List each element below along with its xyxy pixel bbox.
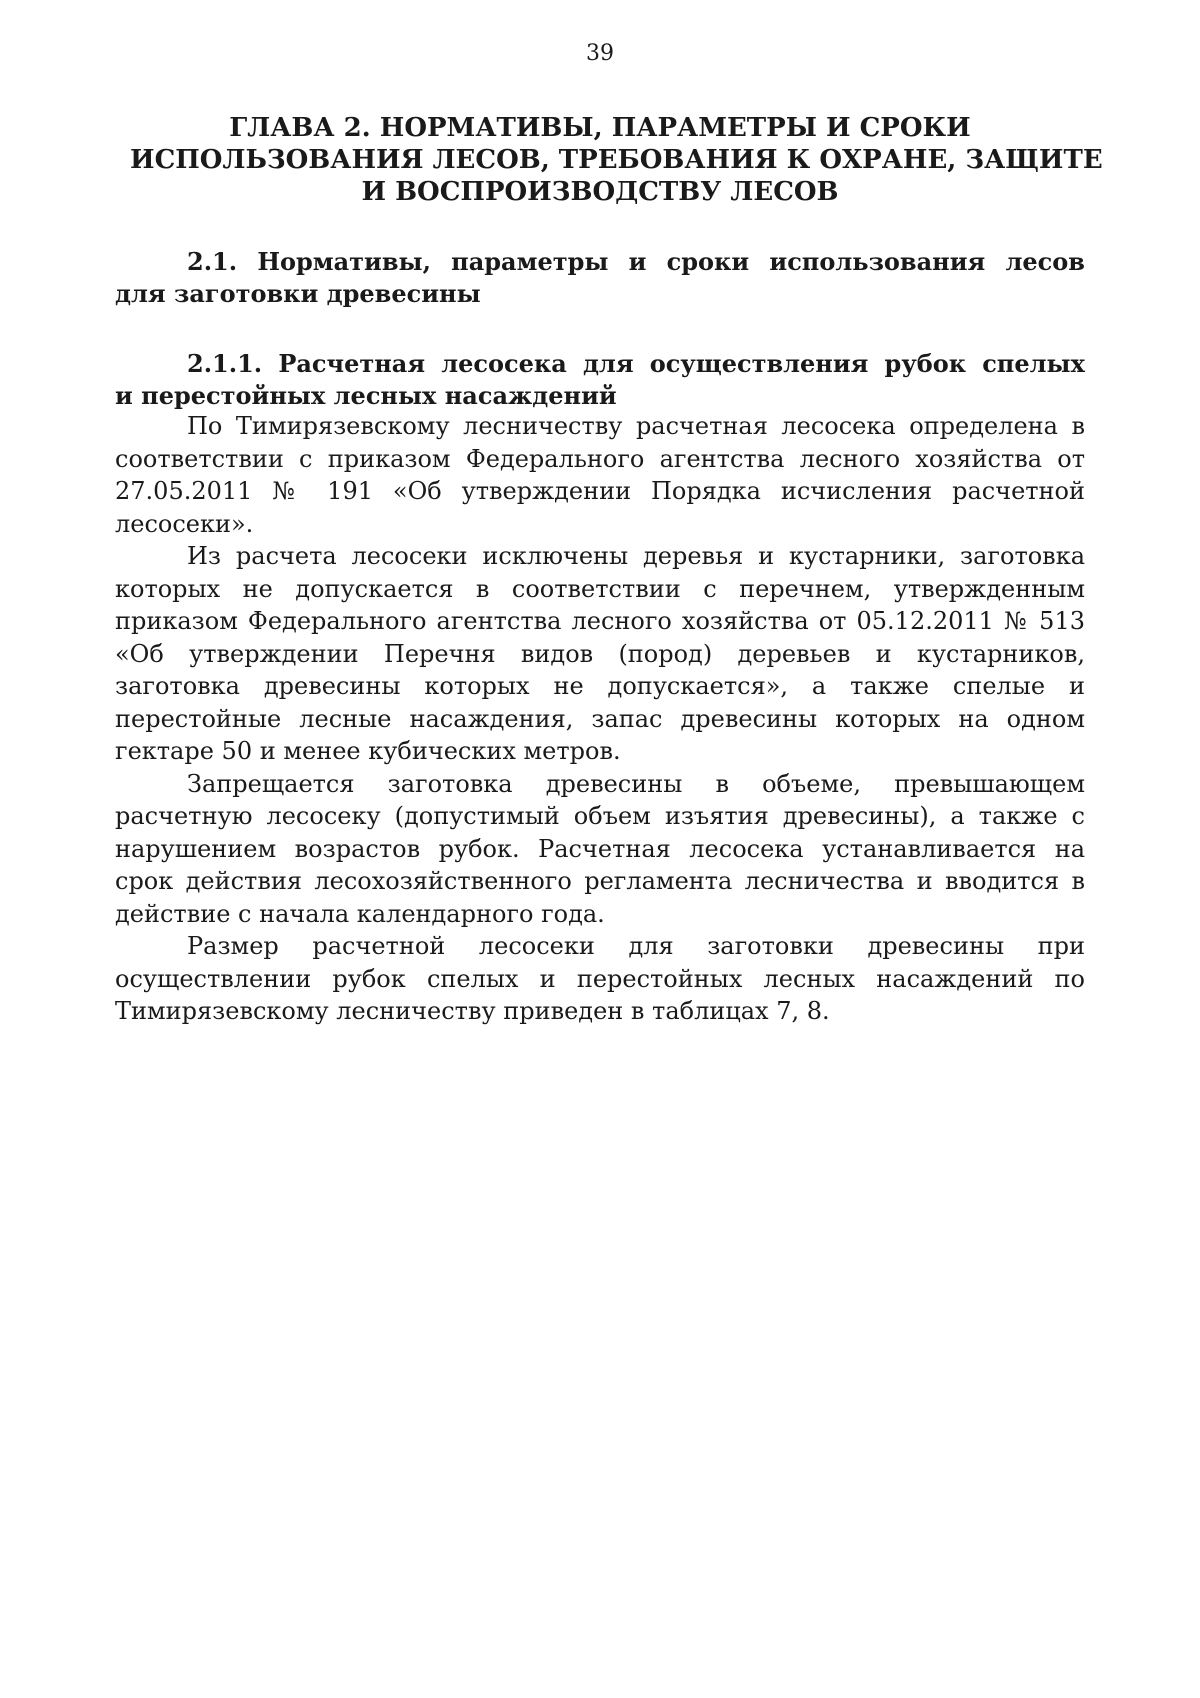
chapter-title	[130, 112, 1103, 208]
heading-word: 2.1.1.	[187, 349, 263, 378]
section-heading-2-1	[115, 246, 1085, 310]
heading-word: 2.1.	[187, 247, 238, 276]
section-heading-line	[115, 246, 1085, 278]
paragraph: Из расчета лесосеки исключены деревья и кустарники, заготовка которых не допускается в соответствии с перечнем, утвержденным приказом Федерального агентства лесного хозяйства от 05.12.2011 № 513 «Об утверждении Перечня видов (пород) деревьев и кустарников, заготовка древесины которых не допускается», а также спелые и перестойные лесные насаждения, запас древесины которых на одном гектаре 50 и менее кубических метров.	[115, 542, 1085, 765]
paragraph: По Тимирязевскому лесничеству расчетная лесосека определена в соответствии с приказом Федерального агентства лесного хозяйства от 27.05.2011 № 191 «Об утверждении Порядка исчисления расчетной лесосеки».	[115, 412, 1085, 538]
heading-word: использования	[769, 247, 986, 276]
body-text	[115, 410, 1085, 1028]
chapter-title-line: ИСПОЛЬЗОВАНИЯ ЛЕСОВ, ТРЕБОВАНИЯ К ОХРАНЕ, ЗАЩИТЕ	[130, 145, 1103, 175]
heading-word: рубок	[884, 349, 967, 378]
heading-word: осуществления	[649, 349, 869, 378]
heading-word: Нормативы,	[257, 247, 431, 276]
section-heading-line: и перестойных лесных насаждений	[115, 381, 617, 410]
chapter-title-line: ГЛАВА 2. НОРМАТИВЫ, ПАРАМЕТРЫ И СРОКИ	[229, 113, 971, 143]
section-heading-line	[115, 348, 1085, 380]
heading-word: и	[628, 247, 647, 276]
section-heading-line: для заготовки древесины	[115, 279, 481, 308]
paragraph: Запрещается заготовка древесины в объеме, превышающем расчетную лесосеку (допустимый объем изъятия древесины), а также с нарушением возрастов рубок. Расчетная лесосека устанавливается на срок действия лесохозяйственного регламента лесничества и вводится в действие с начала календарного года.	[115, 769, 1085, 928]
heading-word: сроки	[666, 247, 750, 276]
paragraph: Размер расчетной лесосеки для заготовки древесины при осуществлении рубок спелых и перестойных лесных насаждений по Тимирязевскому лесничеству приведен в таблицах 7, 8.	[115, 932, 1085, 1025]
section-heading-2-1-1	[115, 348, 1085, 412]
heading-word: Расчетная	[278, 349, 426, 378]
page-number: 39	[586, 41, 614, 66]
heading-word: лесосека	[441, 349, 567, 378]
heading-word: лесов	[1005, 247, 1085, 276]
heading-word: для	[582, 349, 634, 378]
heading-word: спелых	[982, 349, 1085, 378]
heading-word: параметры	[451, 247, 609, 276]
chapter-title-line: И ВОСПРОИЗВОДСТВУ ЛЕСОВ	[361, 177, 839, 207]
